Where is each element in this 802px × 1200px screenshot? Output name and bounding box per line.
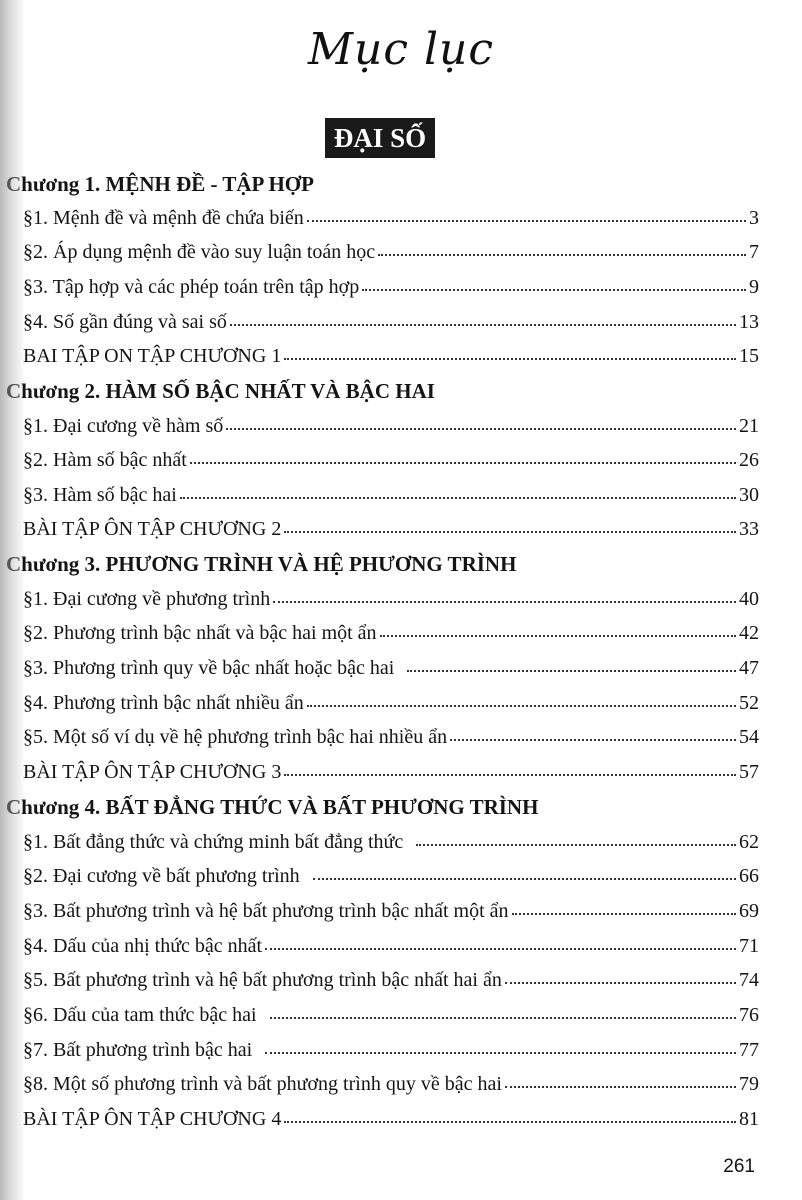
toc-entry-label: §2. Đại cương về bất phương trình (23, 865, 300, 887)
chapter-heading[interactable] (6, 379, 435, 403)
toc-entry-page: 33 (739, 518, 759, 540)
chapter-heading-lead: C (6, 795, 22, 819)
toc-entry[interactable] (23, 483, 759, 507)
toc-entry-label: BÀI TẬP ÔN TẬP CHƯƠNG 3 (23, 761, 282, 783)
toc-entry[interactable] (23, 517, 759, 541)
toc-entry[interactable] (23, 344, 759, 368)
toc-entry[interactable] (23, 206, 759, 230)
toc-entry-page: 76 (739, 1004, 759, 1026)
toc-entry[interactable] (23, 899, 759, 923)
toc-entry-page: 71 (739, 935, 759, 957)
toc-entry-label: §2. Phương trình bậc nhất và bậc hai một ẩn (23, 622, 377, 644)
toc-entry-page: 62 (739, 831, 759, 853)
dot-leader (190, 462, 736, 464)
toc-entry[interactable] (23, 1038, 759, 1062)
toc-entry-page: 15 (739, 345, 759, 367)
toc-entry[interactable] (23, 448, 759, 472)
toc-entry-label: §3. Bất phương trình và hệ bất phương trình bậc nhất một ẩn (23, 900, 509, 922)
toc-entry-label: §1. Đại cương về phương trình (23, 588, 271, 610)
toc-entry-page: 77 (739, 1039, 759, 1061)
page-title: Mục lục (307, 24, 495, 75)
chapter-heading-lead: C (6, 552, 22, 576)
toc-entry-label: §4. Dấu của nhị thức bậc nhất (23, 935, 263, 957)
toc-entry-label: BAI TẬP ON TẬP CHƯƠNG 1 (23, 345, 282, 367)
toc-entry-label: §7. Bất phương trình bậc hai (23, 1039, 253, 1061)
dot-leader (307, 705, 736, 707)
toc-entry-label: §4. Số gần đúng và sai số (23, 311, 227, 333)
dot-leader (284, 774, 736, 776)
toc-entry-page: 3 (749, 207, 759, 229)
dot-leader (378, 254, 746, 256)
toc-entry-label: §2. Áp dụng mệnh đề vào suy luận toán học (23, 241, 376, 263)
toc-entry[interactable] (23, 864, 759, 888)
toc-entry-page: 40 (739, 588, 759, 610)
dot-leader (270, 1017, 736, 1019)
toc-entry[interactable] (23, 587, 759, 611)
toc-entry[interactable] (23, 934, 759, 958)
toc-entry-label: BÀI TẬP ÔN TẬP CHƯƠNG 2 (23, 518, 282, 540)
dot-leader (380, 635, 736, 637)
dot-leader (230, 324, 736, 326)
chapter-heading-text: hương 1. MỆNH ĐỀ - TẬP HỢP (21, 172, 314, 196)
chapter-heading-text: hương 4. BẤT ĐẲNG THỨC VÀ BẤT PHƯƠNG TRÌNH (21, 795, 539, 819)
toc-entry-label: §3. Hàm số bậc hai (23, 484, 177, 506)
toc-entry[interactable] (23, 621, 759, 645)
toc-entry-page: 13 (739, 311, 759, 333)
toc-entry-page: 47 (739, 657, 759, 679)
toc-entry[interactable] (23, 414, 759, 438)
toc-entry-label: §8. Một số phương trình và bất phương trình quy về bậc hai (23, 1073, 502, 1095)
toc-entry[interactable] (23, 310, 759, 334)
dot-leader (273, 601, 736, 603)
toc-entry[interactable] (23, 1107, 759, 1131)
dot-leader (407, 670, 736, 672)
toc-entry-label: BÀI TẬP ÔN TẬP CHƯƠNG 4 (23, 1108, 282, 1130)
toc-entry-page: 21 (739, 415, 759, 437)
toc-entry-label: §1. Mệnh đề và mệnh đề chứa biến (23, 207, 304, 229)
toc-entry-label: §2. Hàm số bậc nhất (23, 449, 187, 471)
toc-entry-page: 54 (739, 726, 759, 748)
toc-entry[interactable] (23, 725, 759, 749)
dot-leader (226, 428, 736, 430)
toc-entry-page: 7 (749, 241, 759, 263)
toc-entry-page: 42 (739, 622, 759, 644)
toc-entry-page: 26 (739, 449, 759, 471)
toc-entry-label: §1. Bất đẳng thức và chứng minh bất đẳng thức (23, 831, 404, 853)
dot-leader (284, 358, 736, 360)
toc-entry[interactable] (23, 275, 759, 299)
toc-entry-page: 79 (739, 1073, 759, 1095)
toc-entry-label: §3. Phương trình quy về bậc nhất hoặc bậc hai (23, 657, 395, 679)
toc-entry-label: §3. Tập hợp và các phép toán trên tập hợp (23, 276, 360, 298)
toc-entry[interactable] (23, 691, 759, 715)
chapter-heading-lead: C (6, 172, 22, 196)
dot-leader (450, 739, 736, 741)
toc-entry-label: §4. Phương trình bậc nhất nhiều ẩn (23, 692, 304, 714)
toc-entry[interactable] (23, 1072, 759, 1096)
chapter-heading[interactable] (6, 552, 516, 576)
toc-entry-page: 52 (739, 692, 759, 714)
dot-leader (284, 1121, 736, 1123)
chapter-heading[interactable] (6, 795, 538, 819)
toc-entry[interactable] (23, 968, 759, 992)
dot-leader (265, 1052, 736, 1054)
page-number: 261 (723, 1156, 755, 1177)
toc-entry[interactable] (23, 1003, 759, 1027)
chapter-heading-text: hương 3. PHƯƠNG TRÌNH VÀ HỆ PHƯƠNG TRÌNH (21, 552, 517, 576)
toc-entry-label: §1. Đại cương về hàm số (23, 415, 224, 437)
chapter-heading-lead: C (6, 379, 22, 403)
toc-entry[interactable] (23, 760, 759, 784)
dot-leader (265, 948, 736, 950)
toc-entry-page: 74 (739, 969, 759, 991)
dot-leader (416, 844, 736, 846)
toc-entry-page: 69 (739, 900, 759, 922)
dot-leader (362, 289, 746, 291)
toc-entry[interactable] (23, 830, 759, 854)
toc-entry-label: §5. Một số ví dụ về hệ phương trình bậc hai nhiều ẩn (23, 726, 448, 748)
toc-entry-page: 66 (739, 865, 759, 887)
dot-leader (180, 497, 736, 499)
dot-leader (505, 982, 736, 984)
toc-entry-label: §6. Dấu của tam thức bậc hai (23, 1004, 257, 1026)
section-heading: ĐẠI SỐ (325, 118, 435, 158)
toc-entry-page: 57 (739, 761, 759, 783)
chapter-heading[interactable] (6, 172, 314, 196)
toc-entry-label: §5. Bất phương trình và hệ bất phương trình bậc nhất hai ẩn (23, 969, 502, 991)
dot-leader (284, 531, 736, 533)
toc-entry-page: 30 (739, 484, 759, 506)
toc-entry[interactable] (23, 240, 759, 264)
dot-leader (307, 220, 746, 222)
dot-leader (505, 1086, 736, 1088)
dot-leader (313, 878, 736, 880)
toc-entry[interactable] (23, 656, 759, 680)
chapter-heading-text: hương 2. HÀM SỐ BẬC NHẤT VÀ BẬC HAI (21, 379, 435, 403)
toc-entry-page: 81 (739, 1108, 759, 1130)
dot-leader (512, 913, 736, 915)
toc-entry-page: 9 (749, 276, 759, 298)
